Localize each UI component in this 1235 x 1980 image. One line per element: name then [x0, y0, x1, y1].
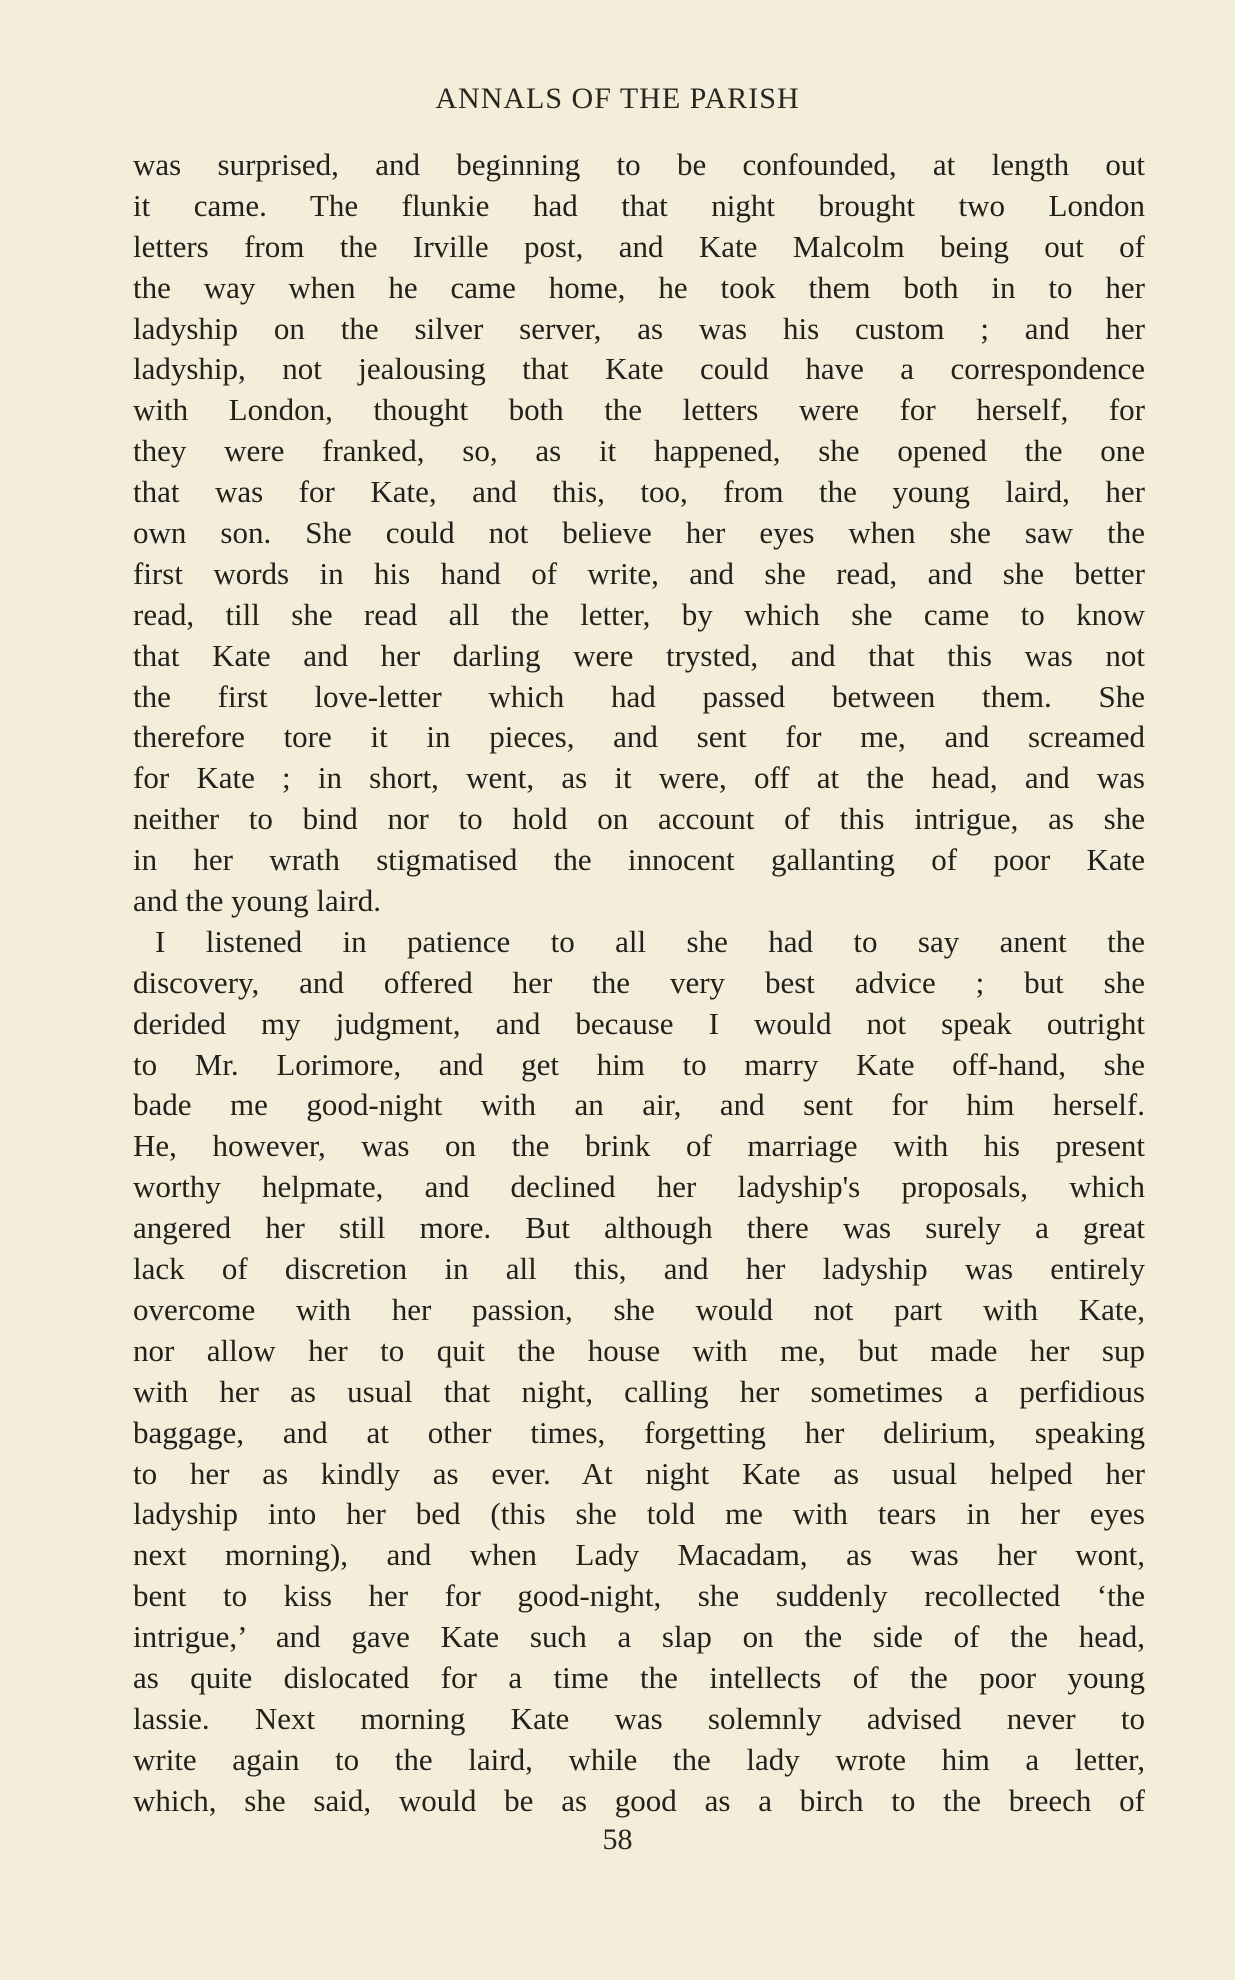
- text-line: letters from the Irville post, and Kate Malcolm being out of: [133, 228, 1145, 264]
- text-line: overcome with her passion, she would not part with Kate,: [133, 1291, 1145, 1327]
- page-number: 58: [602, 1823, 633, 1856]
- text-line: as quite dislocated for a time the intellects of the poor young: [133, 1659, 1145, 1695]
- text-line: write again to the laird, while the lady wrote him a letter,: [133, 1741, 1145, 1777]
- body-text: [133, 145, 1145, 1822]
- text-line: to her as kindly as ever. At night Kate as usual helped her: [133, 1455, 1145, 1491]
- text-line: ladyship into her bed (this she told me with tears in her eyes: [133, 1496, 1145, 1532]
- text-line: baggage, and at other times, forgetting her delirium, speaking: [133, 1414, 1145, 1450]
- text-line: derided my judgment, and because I would not speak outright: [133, 1005, 1145, 1041]
- text-line: in her wrath stigmatised the innocent gallanting of poor Kate: [133, 842, 1145, 878]
- text-line: He, however, was on the brink of marriage with his present: [133, 1128, 1145, 1164]
- running-head: ANNALS OF THE PARISH: [435, 82, 800, 115]
- text-line: it came. The flunkie had that night brought two London: [133, 187, 1145, 223]
- text-line: the first love-letter which had passed between them. She: [133, 678, 1145, 714]
- text-line: that was for Kate, and this, too, from the young laird, her: [133, 474, 1145, 510]
- text-line: for Kate ; in short, went, as it were, off at the head, and was: [133, 760, 1145, 796]
- text-line: discovery, and offered her the very best advice ; but she: [133, 964, 1145, 1000]
- text-line: was surprised, and beginning to be confounded, at length out: [133, 147, 1145, 182]
- text-line: bade me good-night with an air, and sent for him herself.: [133, 1087, 1145, 1123]
- text-line: first words in his hand of write, and she read, and she better: [133, 555, 1145, 591]
- text-line: lack of discretion in all this, and her ladyship was entirely: [133, 1251, 1145, 1287]
- text-line: therefore tore it in pieces, and sent for me, and screamed: [133, 719, 1145, 755]
- text-line: ladyship on the silver server, as was his custom ; and her: [133, 310, 1145, 346]
- text-line: to Mr. Lorimore, and get him to marry Kate off-hand, she: [133, 1046, 1145, 1082]
- text-line: with London, thought both the letters were for herself, for: [133, 392, 1145, 428]
- text-line: read, till she read all the letter, by which she came to know: [133, 596, 1145, 632]
- text-line: angered her still more. But although there was surely a great: [133, 1210, 1145, 1246]
- text-line: intrigue,’ and gave Kate such a slap on the side of the head,: [133, 1619, 1145, 1655]
- text-line: with her as usual that night, calling her sometimes a perfidious: [133, 1373, 1145, 1409]
- text-line: the way when he came home, he took them both in to her: [133, 269, 1145, 305]
- text-line: neither to bind nor to hold on account of this intrigue, as she: [133, 801, 1145, 837]
- text-line: worthy helpmate, and declined her ladyship's proposals, which: [133, 1169, 1145, 1205]
- text-line: they were franked, so, as it happened, she opened the one: [133, 433, 1145, 469]
- text-line: bent to kiss her for good-night, she suddenly recollected ‘the: [133, 1578, 1145, 1614]
- text-line: own son. She could not believe her eyes when she saw the: [133, 515, 1145, 551]
- text-line: and the young laird.: [133, 883, 381, 919]
- text-line: that Kate and her darling were trysted, and that this was not: [133, 637, 1145, 673]
- text-line: ladyship, not jealousing that Kate could have a correspondence: [133, 351, 1145, 387]
- text-line: nor allow her to quit the house with me, but made her sup: [133, 1332, 1145, 1368]
- text-line: which, she said, would be as good as a birch to the breech of: [133, 1782, 1145, 1818]
- text-line: next morning), and when Lady Macadam, as was her wont,: [133, 1537, 1145, 1573]
- text-line: I listened in patience to all she had to say anent the: [155, 923, 1145, 959]
- text-line: lassie. Next morning Kate was solemnly advised never to: [133, 1700, 1145, 1736]
